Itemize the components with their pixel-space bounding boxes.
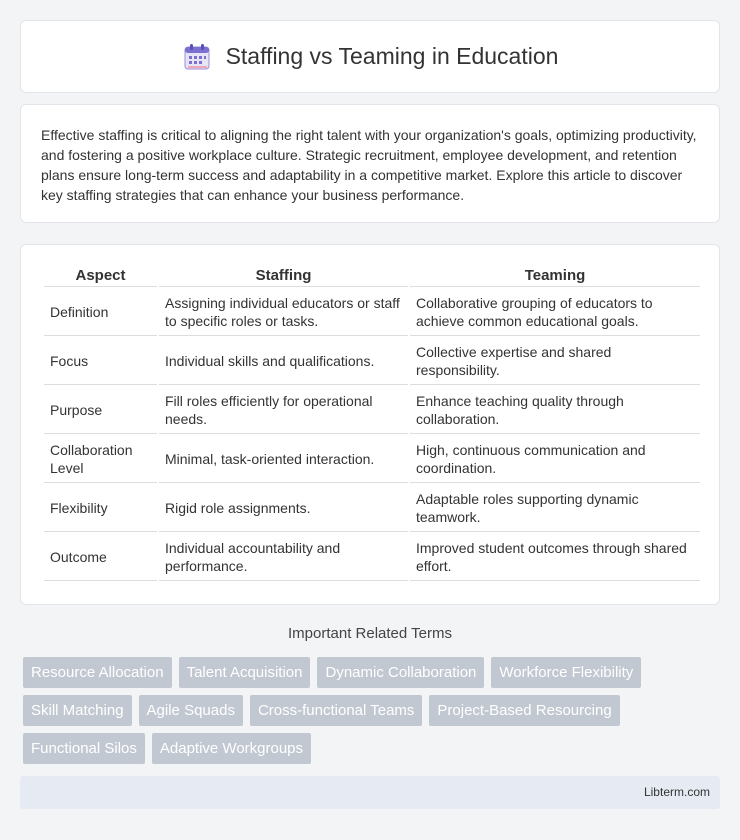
cell-aspect: Collaboration Level [44,436,157,483]
table-row [44,485,700,532]
footer [20,776,720,809]
tag-adaptive-workgroups[interactable]: Adaptive Workgroups [152,733,311,764]
header-aspect: Aspect [44,267,157,287]
intro-paragraph: Effective staffing is critical to aligning the right talent with your organization's goals, optimizing productivity, and fostering a positive workplace culture. Strategic recruitment, employee development, and retention plans ensure long-term success and adaptability in a competitive market. Explore this article to discover key staffing strategies that can enhance your business performance. [41,127,697,203]
comparison-table-card [20,244,720,605]
cell-teaming: Adaptable roles supporting dynamic teamwork. [410,485,700,532]
table-row [44,436,700,483]
cell-teaming: Enhance teaching quality through collaboration. [410,387,700,434]
header-staffing: Staffing [159,267,408,287]
cell-teaming: High, continuous communication and coordination. [410,436,700,483]
table-row [44,534,700,581]
cell-staffing: Fill roles efficiently for operational needs. [159,387,408,434]
tag-cross-functional-teams[interactable]: Cross-functional Teams [250,695,422,726]
cell-aspect: Focus [44,338,157,385]
page-title: Staffing vs Teaming in Education [225,43,559,69]
cell-aspect: Flexibility [44,485,157,532]
footer-link[interactable]: Libterm.com [643,785,710,799]
table-row [44,289,700,336]
cell-teaming: Collective expertise and shared responsibility. [410,338,700,385]
cell-teaming: Collaborative grouping of educators to achieve common educational goals. [410,289,700,336]
cell-aspect: Outcome [44,534,157,581]
title-wrap [182,42,559,72]
tag-functional-silos[interactable]: Functional Silos [23,733,145,764]
tag-agile-squads[interactable]: Agile Squads [139,695,243,726]
cell-staffing: Individual accountability and performance. [159,534,408,581]
cell-staffing: Rigid role assignments. [159,485,408,532]
table-row [44,338,700,385]
tag-workforce-flexibility[interactable]: Workforce Flexibility [491,657,641,688]
cell-aspect: Definition [44,289,157,336]
intro-card [20,104,720,223]
cell-teaming: Improved student outcomes through shared effort. [410,534,700,581]
tag-skill-matching[interactable]: Skill Matching [23,695,132,726]
cell-aspect: Purpose [44,387,157,434]
table-header-row [44,267,700,287]
cell-staffing: Individual skills and qualifications. [159,338,408,385]
header-card [20,20,720,93]
cell-staffing: Minimal, task-oriented interaction. [159,436,408,483]
cell-staffing: Assigning individual educators or staff to specific roles or tasks. [159,289,408,336]
related-terms-tags [23,657,703,764]
calendar-icon [182,42,212,72]
table-row [44,387,700,434]
tag-dynamic-collaboration[interactable]: Dynamic Collaboration [317,657,484,688]
tag-talent-acquisition[interactable]: Talent Acquisition [179,657,311,688]
header-teaming: Teaming [410,267,700,287]
comparison-table [42,265,702,583]
related-terms-title: Important Related Terms [288,625,452,642]
tag-project-based-resourcing[interactable]: Project-Based Resourcing [429,695,619,726]
tag-resource-allocation[interactable]: Resource Allocation [23,657,172,688]
